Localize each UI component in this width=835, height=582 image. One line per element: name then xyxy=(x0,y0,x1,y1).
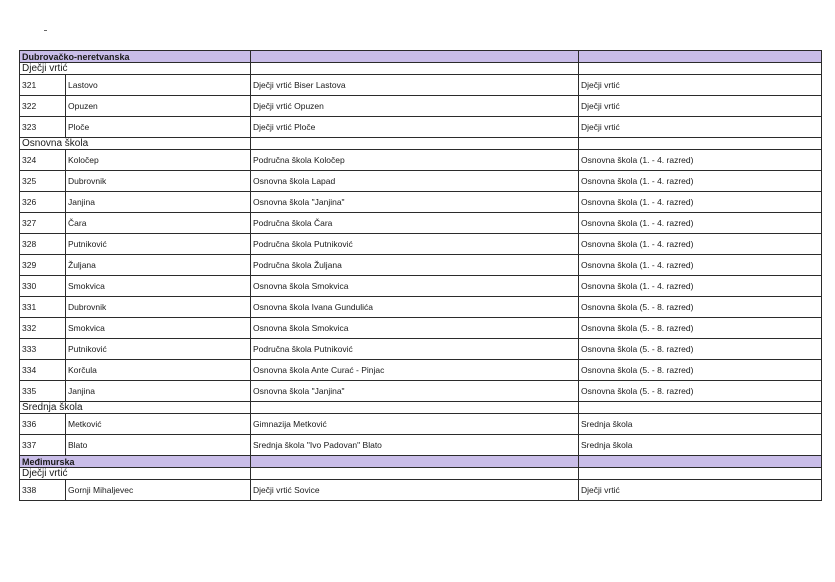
school-type-cell: Osnovna škola (1. - 4. razred) xyxy=(579,150,822,171)
table-row xyxy=(20,339,822,360)
institution-cell: Područna škola Putniković xyxy=(251,339,579,360)
school-type-cell: Dječji vrtić xyxy=(579,75,822,96)
place-cell: Putniković xyxy=(66,339,251,360)
row-number-cell: 332 xyxy=(20,318,66,339)
place-cell: Gornji Mihaljevec xyxy=(66,480,251,501)
institution-cell: Osnovna škola "Janjina" xyxy=(251,192,579,213)
place-cell: Opuzen xyxy=(66,96,251,117)
row-number-cell: 333 xyxy=(20,339,66,360)
row-number-cell: 334 xyxy=(20,360,66,381)
place-cell: Smokvica xyxy=(66,318,251,339)
table-row xyxy=(20,381,822,402)
place-cell: Ploče xyxy=(66,117,251,138)
row-number-cell: 330 xyxy=(20,276,66,297)
institution-cell: Područna škola Putniković xyxy=(251,234,579,255)
category-label: Dječji vrtić xyxy=(20,63,251,75)
place-cell: Lastovo xyxy=(66,75,251,96)
region-header-row xyxy=(20,51,822,63)
place-cell: Žuljana xyxy=(66,255,251,276)
school-type-cell: Osnovna škola (1. - 4. razred) xyxy=(579,255,822,276)
table-row xyxy=(20,276,822,297)
table-row xyxy=(20,96,822,117)
school-type-cell: Osnovna škola (5. - 8. razred) xyxy=(579,381,822,402)
region-name: Međimurska xyxy=(20,456,251,468)
institution-cell: Područna škola Koločep xyxy=(251,150,579,171)
row-number-cell: 324 xyxy=(20,150,66,171)
school-type-cell: Osnovna škola (5. - 8. razred) xyxy=(579,360,822,381)
category-label: Dječji vrtić xyxy=(20,468,251,480)
institution-cell: Dječji vrtić Biser Lastova xyxy=(251,75,579,96)
place-cell: Koločep xyxy=(66,150,251,171)
school-type-cell: Srednja škola xyxy=(579,435,822,456)
category-empty-cell xyxy=(251,63,579,75)
region-header-empty-cell xyxy=(579,456,822,468)
row-number-cell: 337 xyxy=(20,435,66,456)
institution-cell: Područna škola Čara xyxy=(251,213,579,234)
table-row xyxy=(20,435,822,456)
institution-cell: Osnovna škola Lapad xyxy=(251,171,579,192)
row-number-cell: 323 xyxy=(20,117,66,138)
table-row xyxy=(20,192,822,213)
table-row xyxy=(20,318,822,339)
row-number-cell: 327 xyxy=(20,213,66,234)
institution-cell: Osnovna škola Ante Curać - Pinjac xyxy=(251,360,579,381)
institution-cell: Srednja škola "Ivo Padovan" Blato xyxy=(251,435,579,456)
table-row xyxy=(20,117,822,138)
institution-cell: Područna škola Žuljana xyxy=(251,255,579,276)
school-type-cell: Osnovna škola (1. - 4. razred) xyxy=(579,171,822,192)
school-type-cell: Dječji vrtić xyxy=(579,480,822,501)
table-row xyxy=(20,75,822,96)
institution-cell: Osnovna škola Smokvica xyxy=(251,276,579,297)
row-number-cell: 329 xyxy=(20,255,66,276)
place-cell: Korčula xyxy=(66,360,251,381)
institution-cell: Osnovna škola "Janjina" xyxy=(251,381,579,402)
region-header-row xyxy=(20,456,822,468)
institution-cell: Gimnazija Metković xyxy=(251,414,579,435)
place-cell: Blato xyxy=(66,435,251,456)
place-cell: Janjina xyxy=(66,381,251,402)
region-header-empty-cell xyxy=(251,456,579,468)
table-row xyxy=(20,297,822,318)
scan-speck xyxy=(44,30,47,31)
table-row xyxy=(20,234,822,255)
institutions-table xyxy=(19,50,822,501)
row-number-cell: 331 xyxy=(20,297,66,318)
institutions-table-body xyxy=(20,51,822,501)
region-header-empty-cell xyxy=(251,51,579,63)
school-type-cell: Dječji vrtić xyxy=(579,117,822,138)
table-row xyxy=(20,255,822,276)
institution-cell: Osnovna škola Smokvica xyxy=(251,318,579,339)
category-label: Osnovna škola xyxy=(20,138,251,150)
table-row xyxy=(20,150,822,171)
school-type-cell: Dječji vrtić xyxy=(579,96,822,117)
table-row xyxy=(20,213,822,234)
row-number-cell: 328 xyxy=(20,234,66,255)
institution-cell: Dječji vrtić Opuzen xyxy=(251,96,579,117)
institution-cell: Osnovna škola Ivana Gundulića xyxy=(251,297,579,318)
category-empty-cell xyxy=(579,138,822,150)
row-number-cell: 336 xyxy=(20,414,66,435)
category-row xyxy=(20,468,822,480)
place-cell: Dubrovnik xyxy=(66,297,251,318)
category-empty-cell xyxy=(579,402,822,414)
school-type-cell: Osnovna škola (1. - 4. razred) xyxy=(579,234,822,255)
category-label: Srednja škola xyxy=(20,402,251,414)
place-cell: Smokvica xyxy=(66,276,251,297)
category-empty-cell xyxy=(251,138,579,150)
row-number-cell: 321 xyxy=(20,75,66,96)
place-cell: Janjina xyxy=(66,192,251,213)
table-row xyxy=(20,480,822,501)
school-type-cell: Osnovna škola (5. - 8. razred) xyxy=(579,339,822,360)
row-number-cell: 335 xyxy=(20,381,66,402)
place-cell: Čara xyxy=(66,213,251,234)
category-row xyxy=(20,138,822,150)
category-row xyxy=(20,402,822,414)
institution-cell: Dječji vrtić Ploče xyxy=(251,117,579,138)
school-type-cell: Osnovna škola (1. - 4. razred) xyxy=(579,276,822,297)
school-type-cell: Osnovna škola (1. - 4. razred) xyxy=(579,192,822,213)
school-type-cell: Osnovna škola (5. - 8. razred) xyxy=(579,318,822,339)
school-type-cell: Osnovna škola (1. - 4. razred) xyxy=(579,213,822,234)
table-row xyxy=(20,171,822,192)
institution-cell: Dječji vrtić Sovice xyxy=(251,480,579,501)
category-empty-cell xyxy=(251,468,579,480)
place-cell: Putniković xyxy=(66,234,251,255)
category-row xyxy=(20,63,822,75)
row-number-cell: 325 xyxy=(20,171,66,192)
category-empty-cell xyxy=(579,468,822,480)
category-empty-cell xyxy=(579,63,822,75)
school-type-cell: Osnovna škola (5. - 8. razred) xyxy=(579,297,822,318)
category-empty-cell xyxy=(251,402,579,414)
row-number-cell: 338 xyxy=(20,480,66,501)
school-type-cell: Srednja škola xyxy=(579,414,822,435)
place-cell: Dubrovnik xyxy=(66,171,251,192)
row-number-cell: 322 xyxy=(20,96,66,117)
region-header-empty-cell xyxy=(579,51,822,63)
table-row xyxy=(20,414,822,435)
region-name: Dubrovačko-neretvanska xyxy=(20,51,251,63)
row-number-cell: 326 xyxy=(20,192,66,213)
table-row xyxy=(20,360,822,381)
place-cell: Metković xyxy=(66,414,251,435)
